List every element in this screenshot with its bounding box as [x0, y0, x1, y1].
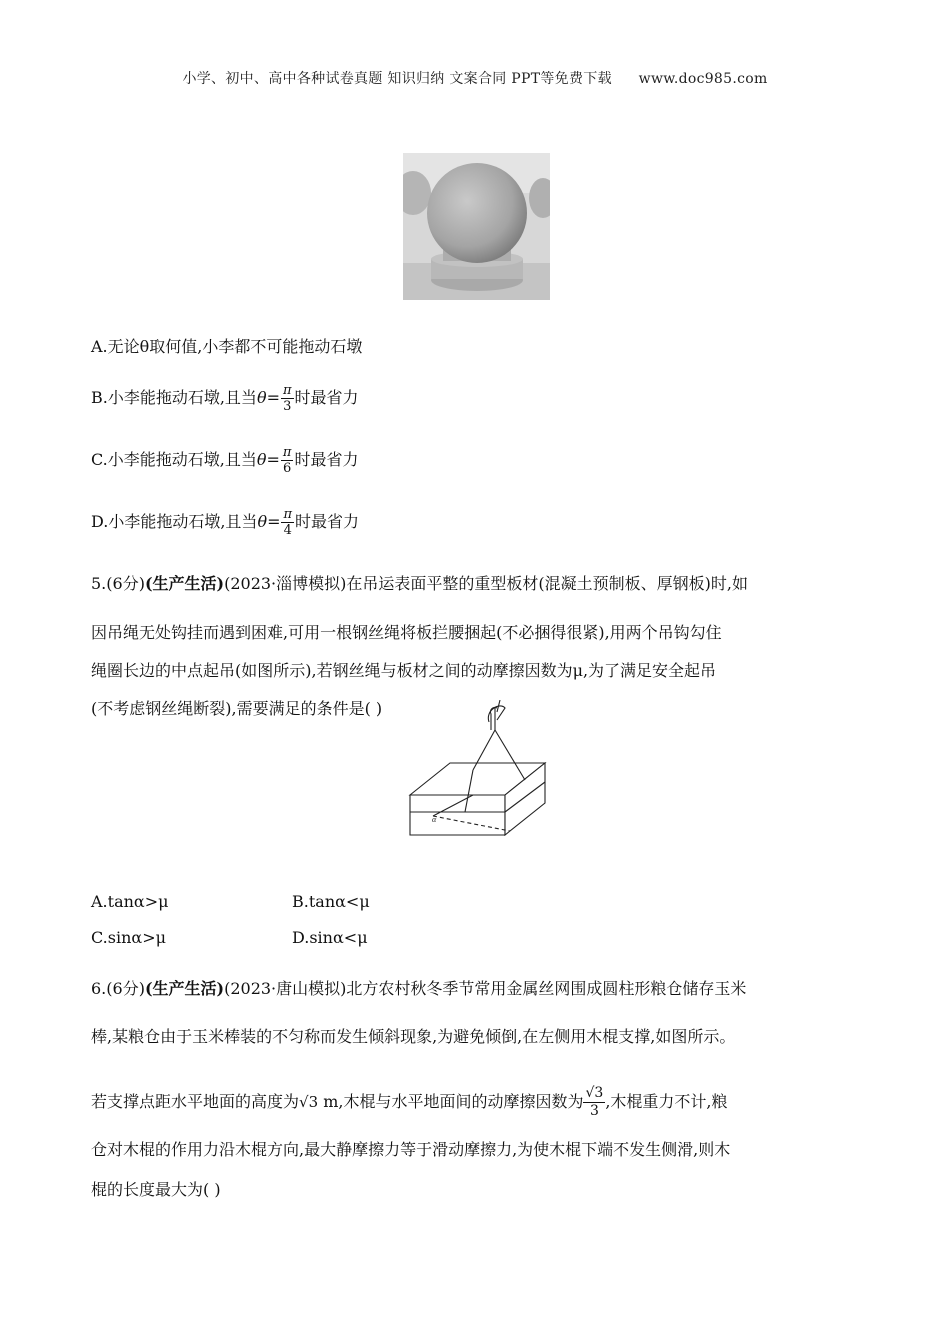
q5-option-c[interactable]: C.sinα>μ: [91, 928, 166, 947]
q5-option-a[interactable]: A.tanα>μ: [91, 892, 169, 911]
stone-pier-photo: [403, 153, 550, 300]
fraction-sqrt3-over-3: $\frac{√3}{3}$: [585, 1085, 604, 1119]
header-text: 小学、初中、高中各种试卷真题 知识归纳 文案合同 PPT等免费下载: [182, 71, 612, 87]
q5-line-1: 5.(6分)(生产生活)(2023·淄博模拟)在吊运表面平整的重型板材(混凝土预制板、厚钢板)时,如: [91, 574, 748, 593]
q5-line-2: 因吊绳无处钩挂而遇到困难,可用一根钢丝绳将板拦腰捆起(不必捆得很紧),用两个吊钩勾住: [91, 623, 722, 642]
q6-line-5: 棍的长度最大为( ): [91, 1180, 221, 1199]
q5-line-3: 绳圈长边的中点起吊(如图所示),若钢丝绳与板材之间的动摩擦因数为μ,为了满足安全起吊: [91, 661, 717, 680]
q4-option-c[interactable]: C.小李能拖动石墩,且当θ= $\frac{\pi}{6}$ 时最省力: [91, 445, 359, 476]
q6-line-1: 6.(6分)(生产生活)(2023·唐山模拟)北方农村秋冬季节常用金属丝网围成圆柱形粮仓储存玉米: [91, 979, 747, 998]
q4-option-b[interactable]: B.小李能拖动石墩,且当θ= $\frac{\pi}{3}$ 时最省力: [91, 383, 359, 414]
slab-lifting-diagram: [405, 700, 550, 860]
header-url[interactable]: www.doc985.com: [638, 71, 768, 87]
q6-line-3: 若支撑点距水平地面的高度为√3 m,木棍与水平地面间的动摩擦因数为 $\frac{√3}{3}$ ,木棍重力不计,粮: [91, 1085, 728, 1119]
page-header: [0, 68, 950, 88]
q5-line-4: (不考虑钢丝绳断裂),需要满足的条件是( ): [91, 699, 383, 718]
q6-line-2: 棒,某粮仓由于玉米棒装的不匀称而发生倾斜现象,为避免倾倒,在左侧用木棍支撑,如图所示。: [91, 1027, 736, 1046]
q4-option-d[interactable]: D.小李能拖动石墩,且当θ= $\frac{\pi}{4}$ 时最省力: [91, 507, 360, 538]
alpha-angle-label: α: [432, 815, 437, 824]
fraction-pi-over-4: $\frac{\pi}{4}$: [283, 507, 293, 538]
q4-option-a[interactable]: A.无论θ取何值,小李都不可能拖动石墩: [91, 337, 363, 356]
fraction-pi-over-6: $\frac{\pi}{6}$: [282, 445, 292, 476]
sqrt-3: √3: [299, 1093, 319, 1111]
q5-option-b[interactable]: B.tanα<μ: [292, 892, 370, 911]
q5-option-d[interactable]: D.sinα<μ: [292, 928, 368, 947]
q6-line-4: 仓对木棍的作用力沿木棍方向,最大静摩擦力等于滑动摩擦力,为使木棍下端不发生侧滑,则木: [91, 1140, 731, 1159]
fraction-pi-over-3: $\frac{\pi}{3}$: [282, 383, 292, 414]
